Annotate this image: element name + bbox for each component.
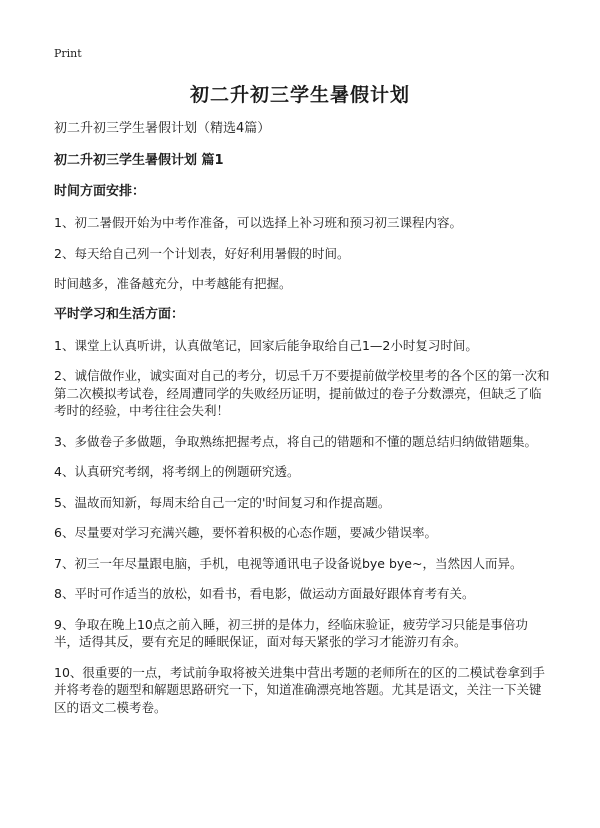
page-title: 初二升初三学生暑假计划 <box>189 84 410 106</box>
section-heading-time: 时间方面安排： <box>54 184 146 199</box>
article-title: 初二升初三学生暑假计划 篇1 <box>54 153 224 168</box>
paragraph: 8、平时可作适当的放松，如看书，看电影，做运动方面最好跟体育考有关。 <box>54 586 475 601</box>
print-label: Print <box>54 47 82 60</box>
paragraph: 7、初三一年尽量跟电脑，手机，电视等通讯电子设备说bye bye~，当然因人而异。 <box>54 555 523 571</box>
paragraph: 1、初二暑假开始为中考作准备，可以选择上补习班和预习初三课程内容。 <box>54 215 462 230</box>
document-body <box>54 120 550 729</box>
paragraph: 4、认真研究考纲，将考纲上的例题研究透。 <box>54 464 300 479</box>
document-subtitle: 初二升初三学生暑假计划（精选4篇） <box>54 121 271 136</box>
paragraph: 2、每天给自己列一个计划表，好好利用暑假的时间。 <box>54 245 350 261</box>
paragraph: 2、诚信做作业，诚实面对自己的考分，切忌千万不要提前做学校里考的各个区的第一次和第二次模拟考试卷，经周遭同学的失败经历证明，提前做过的卷子分数漂亮，但缺乏了临考时的经验，中考往往会失利！ <box>54 368 550 418</box>
section-heading-study: 平时学习和生活方面： <box>54 306 185 322</box>
paragraph: 9、争取在晚上10点之前入睡，初三拼的是体力，经临床验证，疲劳学习只能是事倍功半，适得其反，要有充足的睡眠保证，面对每天紧张的学习才能游刃有余。 <box>54 616 528 649</box>
paragraph: 时间越多，准备越充分，中考越能有把握。 <box>54 276 292 291</box>
paragraph: 10、很重要的一点，考试前争取将被关进集中营出考题的老师所在的区的二模试卷拿到手并将考卷的题型和解题思路研究一下，知道准确漂亮地答题。尤其是语文，关注一下关键区的语文二模考卷。 <box>54 664 545 715</box>
paragraph: 6、尽量要对学习充满兴趣，要怀着积极的心态作题，要减少错误率。 <box>54 525 437 540</box>
paragraph: 5、温故而知新，每周末给自己一定的'时间复习和作提高题。 <box>54 494 391 510</box>
paragraph: 1、课堂上认真听讲，认真做笔记，回家后能争取给自己1—2小时复习时间。 <box>54 337 478 353</box>
paragraph: 3、多做卷子多做题，争取熟练把握考点，将自己的错题和不懂的题总结归纳做错题集。 <box>54 433 537 449</box>
